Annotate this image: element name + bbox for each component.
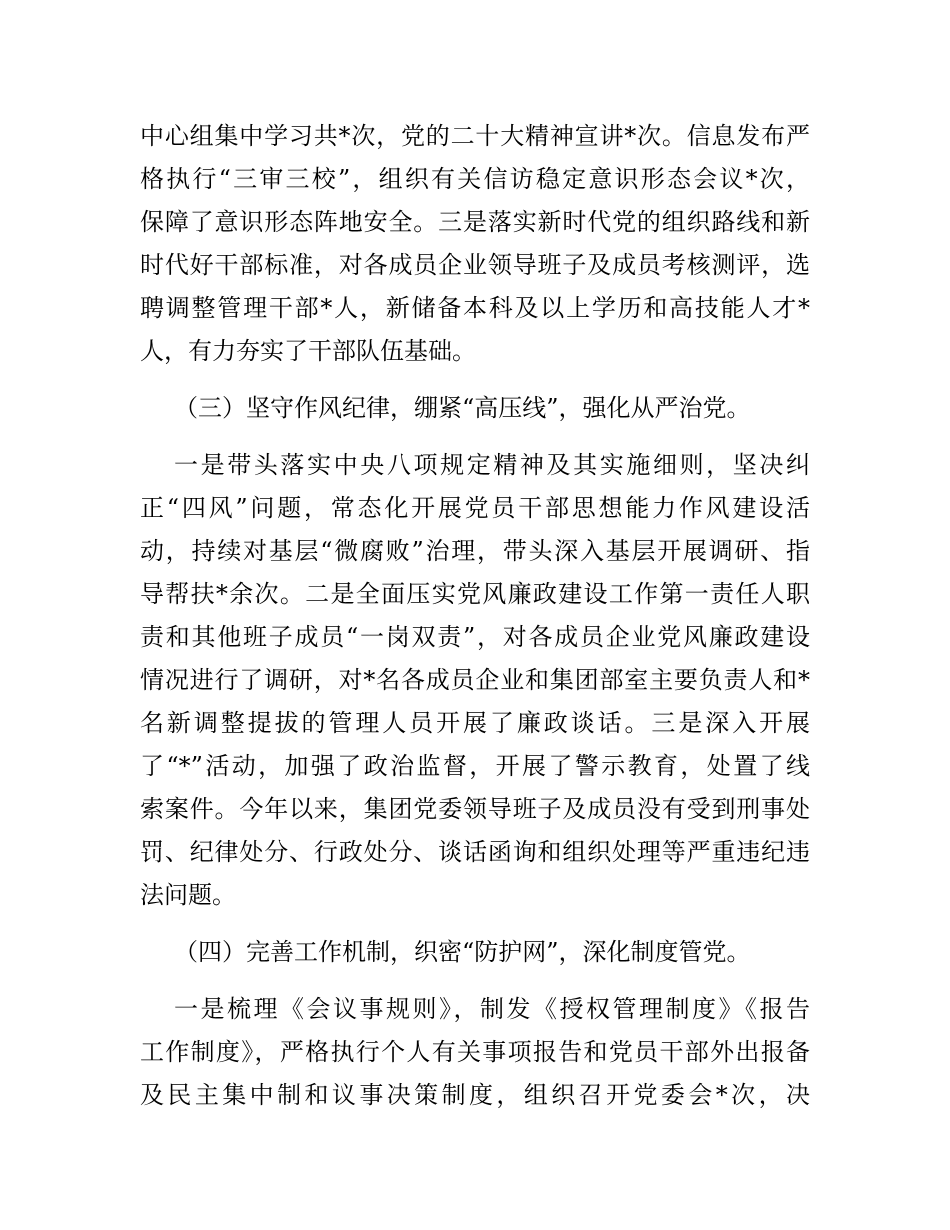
- text-line: 索案件。今年以来，集团党委领导班子及成员没有受到刑事处: [140, 795, 810, 823]
- text-line: 保障了意识形态阵地安全。三是落实新时代党的组织路线和新: [140, 208, 810, 236]
- document-body: [140, 115, 810, 1117]
- text-line: 名新调整提拔的管理人员开展了廉政谈话。三是深入开展: [140, 709, 810, 737]
- section-heading-3: （三）坚守作风纪律，绷紧“高压线”，强化从严治党。: [174, 394, 751, 422]
- text-line: 情况进行了调研，对*名各成员企业和集团部室主要负责人和*: [140, 666, 810, 694]
- text-line: 罚、纪律处分、行政处分、谈话函询和组织处理等严重违纪违: [140, 838, 810, 866]
- text-line: 了“*”活动，加强了政治监督，开展了警示教育，处置了线: [140, 752, 810, 780]
- section-heading-4: （四）完善工作机制，织密“防护网”，深化制度管党。: [174, 938, 751, 966]
- text-line: 动，持续对基层“微腐败”治理，带头深入基层开展调研、指: [140, 537, 810, 565]
- text-line: 导帮扶*余次。二是全面压实党风廉政建设工作第一责任人职: [140, 580, 810, 608]
- text-line: 责和其他班子成员“一岗双责”，对各成员企业党风廉政建设: [140, 623, 810, 651]
- text-line: 法问题。: [140, 881, 236, 909]
- text-line: 及民主集中制和议事决策制度，组织召开党委会*次，决: [140, 1081, 810, 1109]
- text-line: 一是梳理《会议事规则》，制发《授权管理制度》《报告: [174, 995, 810, 1023]
- paragraph-ideology-cadres: [140, 115, 810, 373]
- text-line: 时代好干部标准，对各成员企业领导班子及成员考核测评，选: [140, 251, 810, 279]
- text-line: 工作制度》，严格执行个人有关事项报告和党员干部外出报备: [140, 1038, 810, 1066]
- text-line: 一是带头落实中央八项规定精神及其实施细则，坚决纠: [174, 451, 810, 479]
- text-line: 人，有力夯实了干部队伍基础。: [140, 337, 476, 365]
- paragraph-style-discipline: [140, 444, 810, 917]
- text-line: 聘调整管理干部*人，新储备本科及以上学历和高技能人才*: [140, 294, 810, 322]
- paragraph-work-mechanism: [140, 988, 810, 1117]
- text-line: 格执行“三审三校”，组织有关信访稳定意识形态会议*次，: [140, 165, 810, 193]
- text-line: 正“四风”问题，常态化开展党员干部思想能力作风建设活: [140, 494, 810, 522]
- text-line: 中心组集中学习共*次，党的二十大精神宣讲*次。信息发布严: [140, 122, 810, 150]
